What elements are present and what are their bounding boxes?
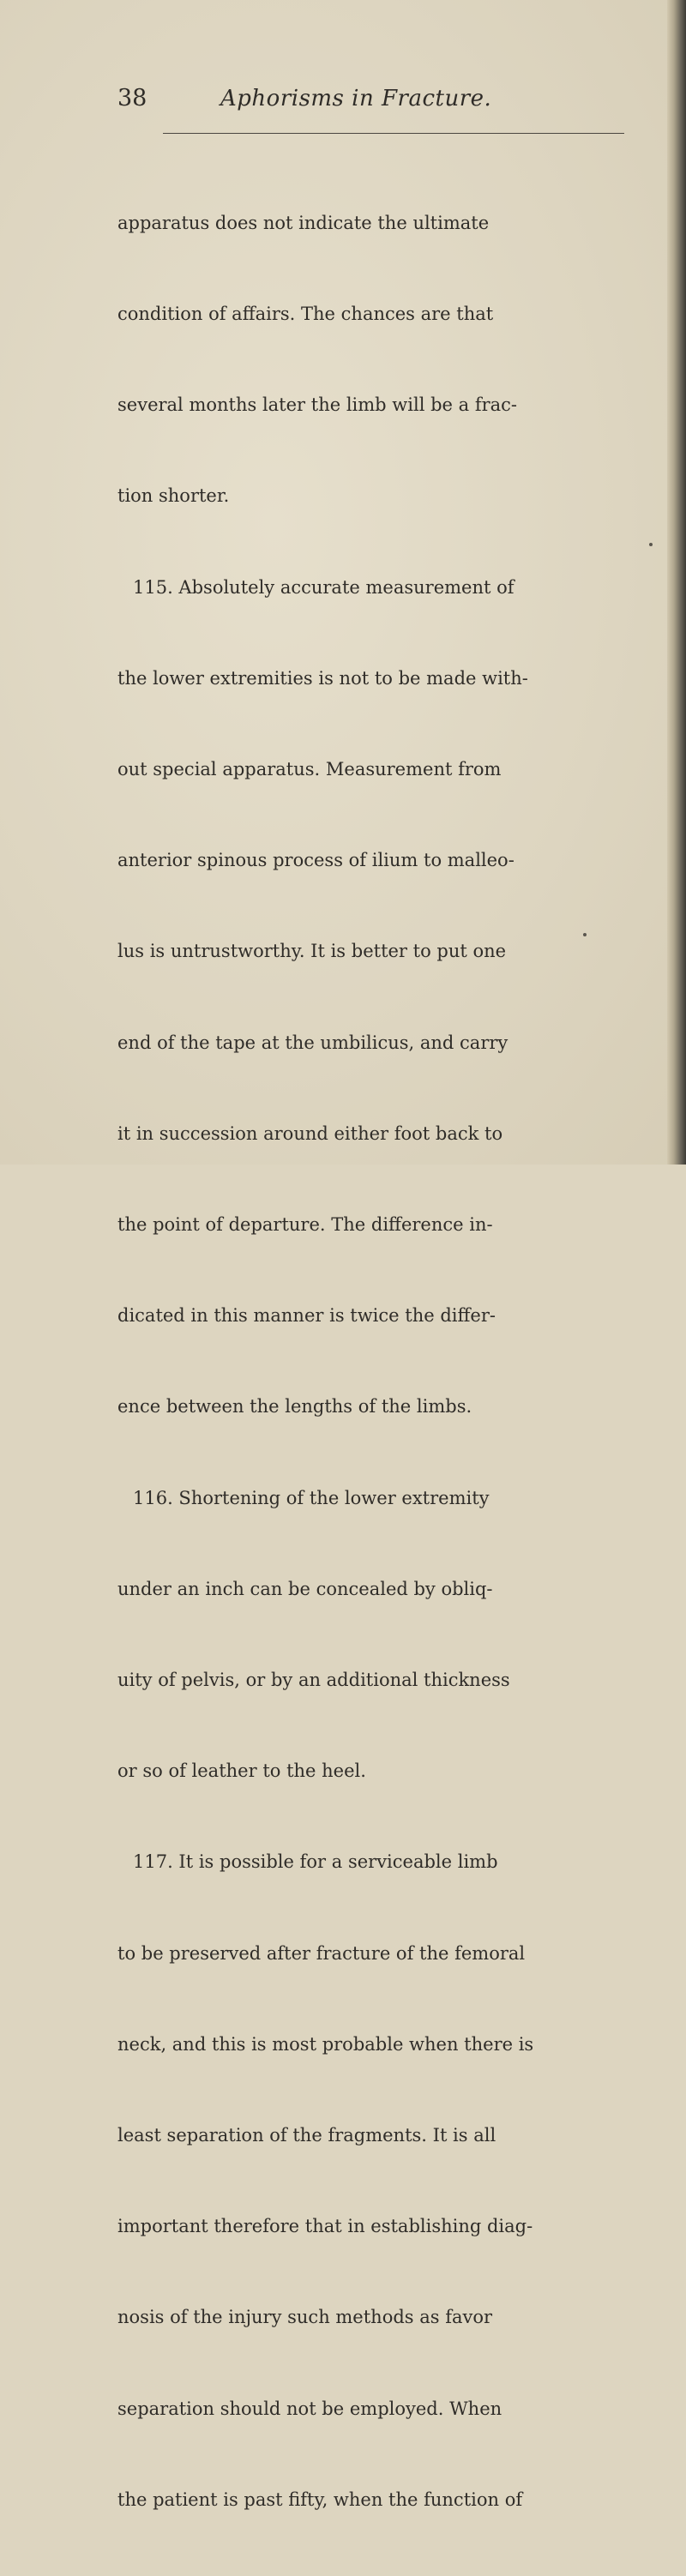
text-line: lus is untrustworthy. It is better to put one (117, 941, 507, 962)
text-line: 116. Shortening of the lower extremity (133, 1487, 490, 1508)
text-line: it in succession around either foot back to (117, 1122, 503, 1144)
ink-speck (583, 933, 587, 936)
text-line: to be preserved after fracture of the femoral (117, 1942, 526, 1964)
text-line: out special apparatus. Measurement from (117, 759, 502, 780)
text-line: dicated in this manner is twice the differ- (117, 1305, 496, 1327)
text-line: least separation of the fragments. It is all (117, 2125, 496, 2146)
text-line: separation should not be employed. When (117, 2398, 502, 2419)
text-line: 117. It is possible for a serviceable limb (133, 1851, 498, 1873)
text-line: neck, and this is most probable when there is (117, 2033, 534, 2055)
text-line: the patient is past fifty, when the function of (117, 2489, 523, 2510)
text-line: tion shorter. (117, 485, 230, 507)
text-line: under an inch can be concealed by obliq- (117, 1578, 493, 1599)
running-title: Aphorisms in Fracture. (220, 86, 492, 111)
text-line: apparatus does not indicate the ultimate (117, 212, 490, 233)
text-line: anterior spinous process of ilium to malleo- (117, 850, 514, 871)
text-line: the point of departure. The difference in- (117, 1214, 493, 1236)
text-line: nosis of the injury such methods as favor (117, 2307, 493, 2328)
text-line: several months later the limb will be a frac- (117, 394, 518, 416)
body-text (117, 147, 632, 2576)
text-line: end of the tape at the umbilicus, and carry (117, 1032, 508, 1053)
header-rule (163, 133, 624, 134)
text-line: uity of pelvis, or by an additional thickness (117, 1670, 510, 1691)
text-line: important therefore that in establishing diag- (117, 2216, 533, 2237)
page-header (117, 84, 632, 122)
page-edge-shadow (667, 0, 686, 1165)
text-line: condition of affairs. The chances are that (117, 304, 494, 325)
ink-speck (649, 543, 653, 546)
text-line: the lower extremities is not to be made with- (117, 667, 528, 689)
text-line: 115. Absolutely accurate measurement of (133, 576, 514, 598)
text-line: ence between the lengths of the limbs. (117, 1396, 472, 1417)
text-line: or so of leather to the heel. (117, 1760, 366, 1782)
page-number: 38 (117, 85, 147, 111)
